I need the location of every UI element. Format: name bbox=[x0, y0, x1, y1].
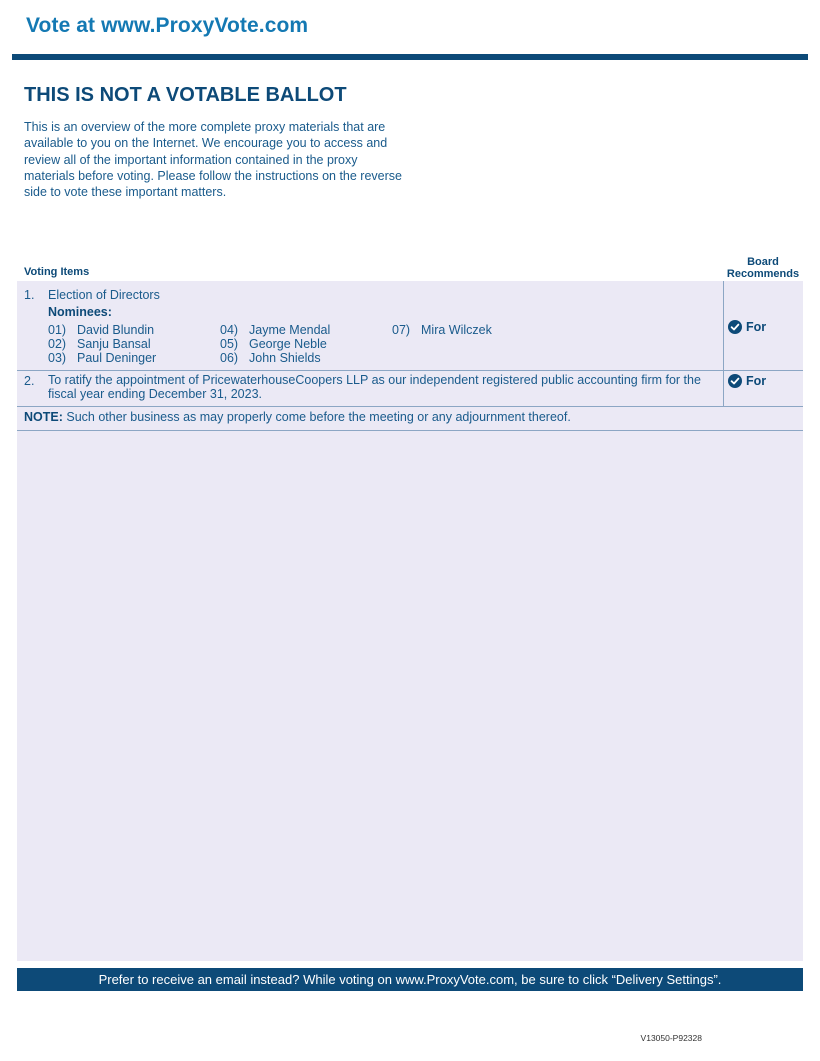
nominee-name: Paul Deninger bbox=[77, 351, 157, 365]
nominee-number: 07) bbox=[392, 323, 411, 337]
nominee-name: Jayme Mendal bbox=[249, 323, 331, 337]
voting-items-header: Voting Items bbox=[24, 266, 90, 278]
ballot-heading: THIS IS NOT A VOTABLE BALLOT bbox=[24, 84, 347, 106]
board-header-line1: Board bbox=[747, 256, 779, 268]
board-recommendation bbox=[728, 320, 766, 334]
nominee-name: Mira Wilczek bbox=[421, 323, 492, 337]
nominee-number: 03) bbox=[48, 351, 67, 365]
board-recommendation bbox=[728, 374, 766, 388]
check-circle-icon bbox=[728, 374, 742, 388]
recommendation-label: For bbox=[746, 320, 767, 334]
nominee bbox=[48, 323, 154, 337]
nominee-name: Sanju Bansal bbox=[77, 337, 151, 351]
nominee-number: 02) bbox=[48, 337, 67, 351]
nominees-label: Nominees: bbox=[48, 305, 112, 319]
recommendation-label: For bbox=[746, 374, 767, 388]
note-label: NOTE: bbox=[24, 410, 63, 424]
item-text-line2: fiscal year ending December 31, 2023. bbox=[48, 386, 263, 401]
nominee-number: 01) bbox=[48, 323, 67, 337]
item-title: Election of Directors bbox=[48, 288, 160, 302]
item-number: 1. bbox=[24, 288, 35, 302]
nominee bbox=[220, 351, 321, 365]
nominee-number: 04) bbox=[220, 323, 239, 337]
intro-paragraph: This is an overview of the more complete proxy materials that are available to you on the Internet. We encourage you to access and review all of the important information contained in the proxy materials before voting. Please follow the instructions on the reverse side to vote these important matters. bbox=[24, 120, 402, 200]
item-number: 2. bbox=[24, 374, 35, 388]
nominee-name: David Blundin bbox=[77, 323, 155, 337]
item-text-line1: To ratify the appointment of PricewaterhouseCoopers LLP as our independent registered public accounting firm for the bbox=[48, 373, 701, 387]
nominee bbox=[220, 337, 327, 351]
nominee-number: 06) bbox=[220, 351, 239, 365]
nominee bbox=[48, 351, 156, 365]
nominee bbox=[392, 323, 492, 337]
site-title: Vote at www.ProxyVote.com bbox=[26, 14, 309, 37]
header-divider bbox=[12, 54, 808, 60]
nominee bbox=[220, 323, 330, 337]
document-code: V13050-P92328 bbox=[640, 1033, 702, 1043]
nominee-name: John Shields bbox=[249, 351, 321, 365]
note bbox=[24, 410, 571, 424]
nominee-name: George Neble bbox=[249, 337, 327, 351]
column-divider bbox=[723, 371, 724, 407]
note-text: Such other business as may properly come before the meeting or any adjournment thereof. bbox=[62, 410, 571, 424]
item-title bbox=[48, 374, 701, 401]
column-divider bbox=[723, 281, 724, 371]
delivery-settings-banner: Prefer to receive an email instead? While voting on www.ProxyVote.com, be sure to click “Delivery Settings”. bbox=[17, 968, 803, 991]
nominee bbox=[48, 337, 151, 351]
nominee-number: 05) bbox=[220, 337, 239, 351]
board-recommends-header bbox=[722, 256, 804, 280]
check-circle-icon bbox=[728, 320, 742, 334]
board-header-line2: Recommends bbox=[726, 268, 800, 280]
